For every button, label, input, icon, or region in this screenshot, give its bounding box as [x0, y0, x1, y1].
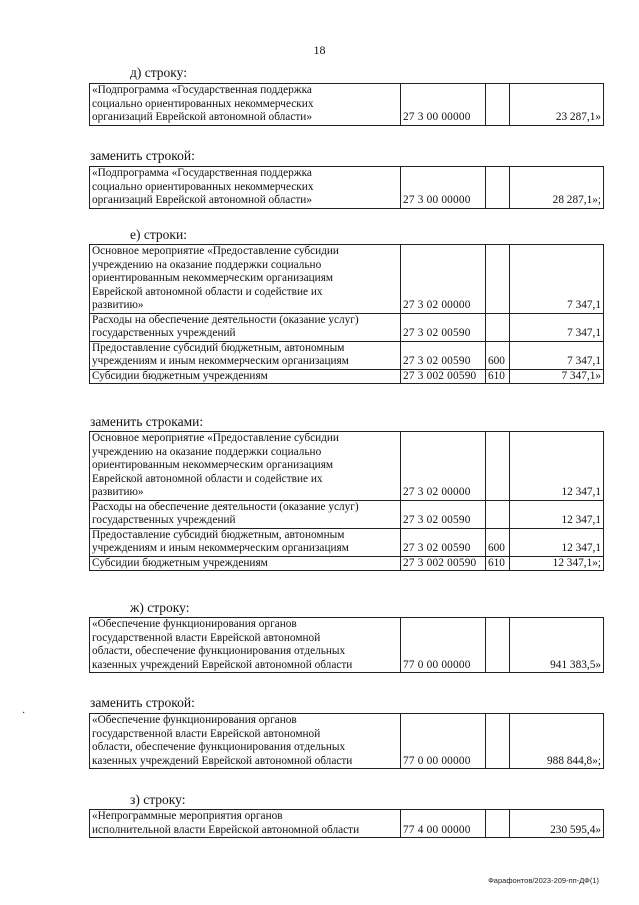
- row-name-line: учреждению на оказание поддержки социально: [92, 258, 322, 271]
- row-name-line: Основное мероприятие «Предоставление субсидии: [92, 432, 339, 444]
- row-sum: 988 844,8»;: [510, 714, 604, 769]
- row-code: 27 3 02 00590: [401, 500, 486, 528]
- section-header-z: з) строку:: [130, 792, 186, 807]
- row-code: 27 3 02 00000: [401, 245, 486, 314]
- row-vr: [486, 618, 510, 673]
- row-code: 27 3 02 00000: [401, 432, 486, 501]
- table-row: [90, 245, 604, 314]
- row-sum: 7 347,1: [510, 341, 604, 369]
- row-code: 27 3 00 00000: [401, 84, 486, 126]
- row-vr: [486, 714, 510, 769]
- row-name-line: организаций Еврейской автономной области»: [92, 194, 312, 206]
- table-row: [90, 369, 604, 384]
- row-code: 27 3 002 00590: [401, 556, 486, 571]
- row-vr: 600: [486, 341, 510, 369]
- row-name-line: социально ориентированных некоммерческих: [92, 97, 314, 110]
- row-name-line: Предоставление субсидий бюджетным, автономным: [92, 528, 345, 541]
- row-name-line: государственной власти Еврейской автономной: [92, 727, 321, 740]
- row-name-line: исполнительной власти Еврейской автономной области: [92, 823, 360, 836]
- row-name-line: «Непрограммные мероприятия органов: [92, 810, 283, 822]
- row-sum: 12 347,1: [510, 528, 604, 556]
- row-code: 77 0 00 00000: [401, 618, 486, 673]
- row-code: 77 0 00 00000: [401, 714, 486, 769]
- row-vr: 610: [486, 369, 510, 384]
- row-vr: [486, 432, 510, 501]
- section-header-replace-zh: заменить строкой:: [90, 695, 195, 710]
- row-sum: 28 287,1»;: [510, 167, 604, 209]
- table-row: [90, 528, 604, 556]
- row-name-line: ориентированным некоммерческим организациям: [92, 459, 334, 471]
- row-code: 27 3 00 00000: [401, 167, 486, 209]
- row-vr: [486, 500, 510, 528]
- row-sum: 23 287,1»: [510, 84, 604, 126]
- table-row: [90, 84, 604, 126]
- row-name-line: Расходы на обеспечение деятельности (оказание услуг): [92, 500, 359, 513]
- row-vr: [486, 84, 510, 126]
- row-name-line: государственной власти Еврейской автономной: [92, 631, 321, 644]
- table-section-zh: [89, 617, 604, 673]
- table-row: [90, 167, 604, 209]
- row-code: 27 3 02 00590: [401, 341, 486, 369]
- row-sum: 941 383,5»: [510, 618, 604, 673]
- row-vr: [486, 245, 510, 314]
- row-name-line: развитию»: [92, 486, 144, 498]
- row-sum: 230 595,4»: [510, 810, 604, 838]
- row-vr: [486, 810, 510, 838]
- row-code: 27 3 002 00590: [401, 369, 486, 384]
- table-row: [90, 714, 604, 769]
- row-name-line: развитию»: [92, 299, 144, 311]
- row-vr: 600: [486, 528, 510, 556]
- table-section-replace-zh: [89, 713, 604, 769]
- row-name-line: казенных учреждений Еврейской автономной области: [92, 658, 353, 671]
- row-name-line: «Обеспечение функционирования органов: [92, 714, 297, 726]
- row-sum: 12 347,1: [510, 432, 604, 501]
- section-header-replace-e: заменить строками:: [90, 414, 204, 429]
- row-name-line: Субсидии бюджетным учреждениям: [92, 556, 268, 569]
- table-row: [90, 618, 604, 673]
- row-sum: 7 347,1: [510, 245, 604, 314]
- table-row: [90, 432, 604, 501]
- row-name-line: государственных учреждений: [92, 327, 236, 339]
- row-code: 77 4 00 00000: [401, 810, 486, 838]
- row-code: 27 3 02 00590: [401, 528, 486, 556]
- row-name-line: области, обеспечение функционирования отдельных: [92, 645, 346, 657]
- row-name-line: «Подпрограмма «Государственная поддержка: [92, 167, 312, 179]
- row-vr: 610: [486, 556, 510, 571]
- section-header-replace-d: заменить строкой:: [90, 148, 195, 163]
- table-section-z: [89, 809, 604, 838]
- row-name-line: Основное мероприятие «Предоставление субсидии: [92, 245, 339, 257]
- table-row: [90, 810, 604, 838]
- row-sum: 12 347,1»;: [510, 556, 604, 571]
- section-header-e: е) строки:: [130, 227, 187, 242]
- document-footer: Фарафонтов/2023-209-пп-ДФ(1): [488, 876, 599, 885]
- row-name-line: учреждениям и иным некоммерческим организациям: [92, 542, 349, 554]
- row-name-line: Субсидии бюджетным учреждениям: [92, 369, 268, 382]
- row-name-line: государственных учреждений: [92, 514, 236, 526]
- page-number: 18: [313, 43, 326, 57]
- row-name-line: Еврейской автономной области и содействие их: [92, 285, 323, 298]
- table-row: [90, 341, 604, 369]
- table-section-e: [89, 244, 604, 384]
- row-name-line: Предоставление субсидий бюджетным, автономным: [92, 341, 345, 354]
- table-row: [90, 500, 604, 528]
- table-row: [90, 313, 604, 341]
- row-sum: 7 347,1: [510, 313, 604, 341]
- row-name-line: учреждениям и иным некоммерческим организациям: [92, 355, 349, 367]
- row-name-line: организаций Еврейской автономной области»: [92, 111, 312, 123]
- table-row: [90, 556, 604, 571]
- row-name-line: Еврейской автономной области и содействие их: [92, 472, 323, 485]
- row-name-line: области, обеспечение функционирования отдельных: [92, 741, 346, 753]
- section-header-d: д) строку:: [130, 65, 187, 80]
- row-name-line: учреждению на оказание поддержки социально: [92, 445, 322, 458]
- row-name-line: казенных учреждений Еврейской автономной области: [92, 754, 353, 767]
- row-sum: 12 347,1: [510, 500, 604, 528]
- table-section-replace-e: [89, 431, 604, 571]
- section-header-zh: ж) строку:: [130, 600, 190, 615]
- row-vr: [486, 313, 510, 341]
- row-vr: [486, 167, 510, 209]
- row-code: 27 3 02 00590: [401, 313, 486, 341]
- row-name-line: «Обеспечение функционирования органов: [92, 618, 297, 630]
- stray-mark: ·: [22, 708, 26, 719]
- row-name-line: ориентированным некоммерческим организациям: [92, 272, 334, 284]
- table-section-d: [89, 83, 604, 126]
- row-name-line: «Подпрограмма «Государственная поддержка: [92, 84, 312, 96]
- row-name-line: социально ориентированных некоммерческих: [92, 180, 314, 193]
- row-name-line: Расходы на обеспечение деятельности (оказание услуг): [92, 313, 359, 326]
- row-sum: 7 347,1»: [510, 369, 604, 384]
- table-section-replace-d: [89, 166, 604, 209]
